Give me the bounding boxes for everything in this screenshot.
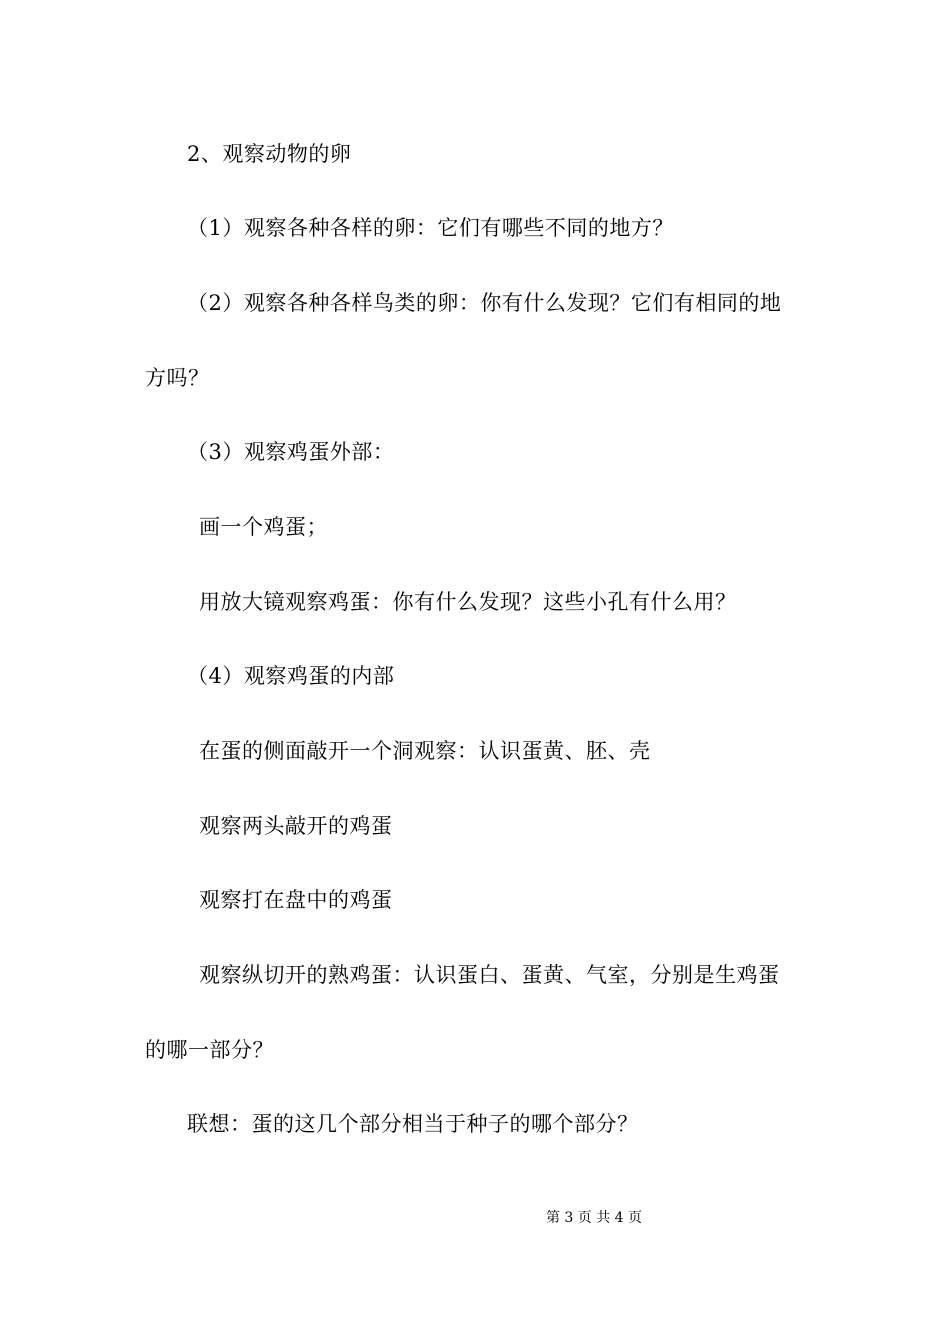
paragraph-line: 联想：蛋的这几个部分相当于种子的哪个部分？ — [187, 1112, 639, 1136]
paragraph-line: 观察打在盘中的鸡蛋 — [199, 888, 393, 912]
paragraph-line: 观察纵切开的熟鸡蛋：认识蛋白、蛋黄、气室，分别是生鸡蛋 — [199, 963, 780, 987]
paragraph-line: 用放大镜观察鸡蛋：你有什么发现？这些小孔有什么用？ — [199, 590, 737, 614]
paragraph-line: 方吗？ — [145, 366, 210, 390]
paragraph-line: 观察两头敲开的鸡蛋 — [199, 814, 393, 838]
page-footer — [0, 1208, 950, 1228]
paragraph-line: （1）观察各种各样的卵：它们有哪些不同的地方？ — [187, 216, 674, 240]
section-heading: 2、观察动物的卵 — [187, 142, 352, 166]
paragraph-line: 画一个鸡蛋； — [199, 515, 328, 539]
paragraph-line: 在蛋的侧面敲开一个洞观察：认识蛋黄、胚、壳 — [199, 739, 651, 763]
paragraph-line: （3）观察鸡蛋外部： — [187, 440, 395, 464]
paragraph-line: （2）观察各种各样鸟类的卵：你有什么发现？它们有相同的地 — [187, 291, 782, 315]
page-number: 第 3 页 共 4 页 — [545, 1210, 643, 1226]
paragraph-line: （4）观察鸡蛋的内部 — [187, 664, 395, 688]
paragraph-line: 的哪一部分？ — [145, 1038, 274, 1062]
